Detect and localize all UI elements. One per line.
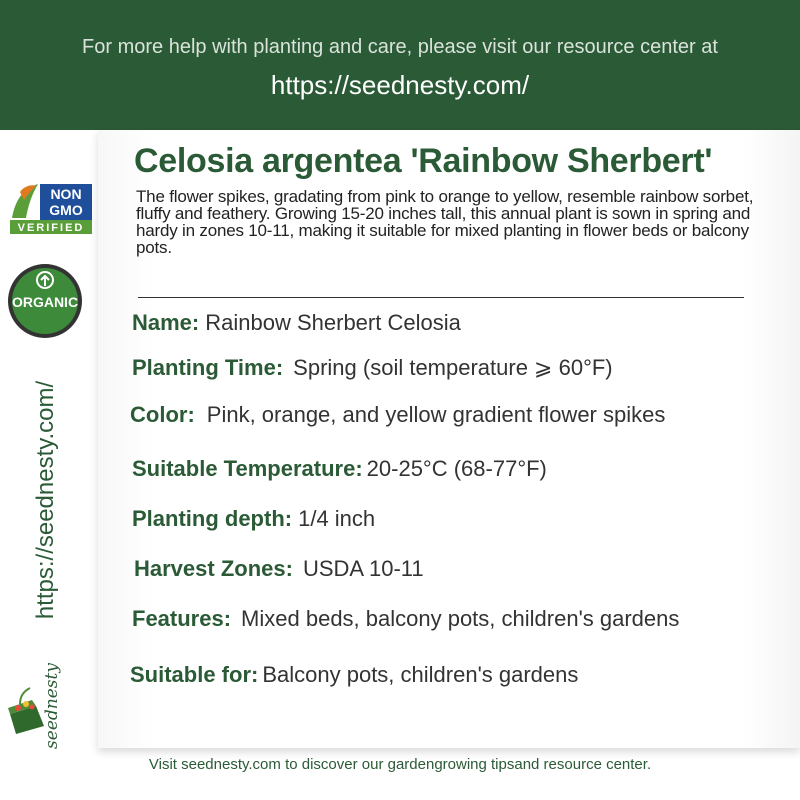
product-title: Celosia argentea 'Rainbow Sherbert' [134, 142, 713, 180]
spec-label: Suitable for: [130, 662, 259, 687]
vertical-website-url: https://seednesty.com/ [32, 380, 59, 620]
spec-row-harvest-zones [134, 556, 424, 582]
spec-row-planting-time [132, 355, 613, 381]
badge-verified-text: VERIFIED [17, 222, 85, 234]
spec-value: USDA 10-11 [302, 556, 424, 581]
organic-badge-text: ORGANIC [11, 294, 79, 310]
product-info-card [98, 130, 800, 748]
spec-label: Planting depth: [132, 506, 293, 531]
spec-label: Features: [132, 606, 232, 631]
spec-value: Rainbow Sherbert Celosia [205, 310, 461, 335]
logo-wordmark: seednesty [42, 663, 62, 749]
spec-row-name [132, 310, 461, 336]
badge-non-text: NON [50, 186, 82, 202]
footer-text: Visit seednesty.com to discover our gardengrowing tipsand resource center. [148, 756, 652, 773]
top-banner [0, 0, 800, 130]
product-description: The flower spikes, gradating from pink to orange to yellow, resemble rainbow sorbet, fluffy and feathery. Growing 15-20 inches tall, this annual plant is sown in spring and hardy in zones 10-11, making it suitable for mixed planting in flower beds or balcony pots. [136, 187, 754, 257]
banner-text: For more help with planting and care, please visit our resource center at [82, 36, 718, 58]
banner-url-link[interactable]: https://seednesty.com/ [270, 70, 530, 100]
spec-row-features [132, 606, 679, 632]
organic-badge [6, 262, 84, 340]
spec-value: 1/4 inch [298, 506, 376, 531]
badge-gmo-text: GMO [49, 202, 83, 218]
spec-label: Color: [130, 402, 195, 427]
spec-label: Suitable Temperature: [132, 456, 363, 481]
spec-row-suitable-temperature [132, 456, 547, 482]
seednesty-logo [6, 668, 72, 748]
spec-label: Planting Time: [132, 355, 284, 380]
spec-row-suitable-for [130, 662, 578, 688]
spec-value: Pink, orange, and yellow gradient flower spikes [206, 402, 666, 427]
spec-value: Spring (soil temperature ⩾ 60°F) [293, 355, 613, 380]
divider [138, 297, 744, 298]
spec-value: Balcony pots, children's gardens [262, 662, 579, 687]
spec-row-planting-depth [132, 506, 375, 532]
spec-row-color [130, 402, 665, 428]
non-gmo-verified-badge [6, 178, 94, 240]
spec-value: 20-25°C (68-77°F) [366, 456, 547, 481]
spec-label: Harvest Zones: [134, 556, 293, 581]
spec-value: Mixed beds, balcony pots, children's gardens [241, 606, 680, 631]
spec-label: Name: [132, 310, 200, 335]
